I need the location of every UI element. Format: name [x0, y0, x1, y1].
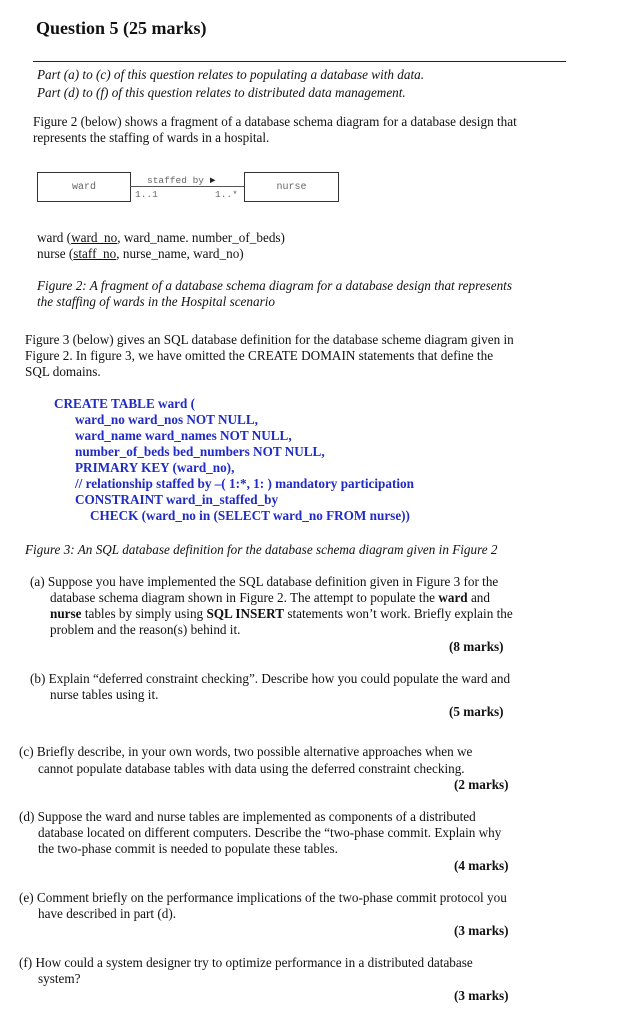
intro-line-2: Part (d) to (f) of this question relates to distributed data management.: [37, 85, 406, 100]
fig3-desc-line-1: Figure 3 (below) gives an SQL database definition for the database scheme diagram given in: [25, 332, 514, 347]
relationship-line: [130, 186, 244, 187]
fig3-desc-line-3: SQL domains.: [25, 364, 101, 379]
title-divider: [33, 61, 566, 62]
qa-line-3-text: tables by simply using: [84, 606, 204, 621]
ward-attributes: , ward_name. number_of_beds): [117, 230, 285, 245]
qe-line-1: (e) Comment briefly on the performance implications of the two-phase commit protocol you: [19, 890, 507, 905]
qd-line-1: (d) Suppose the ward and nurse tables are implemented as components of a distributed: [19, 809, 476, 824]
relation-ward: [37, 230, 285, 246]
qe-marks: (3 marks): [454, 923, 509, 938]
entity-nurse: nurse: [244, 172, 339, 202]
ward-primary-key: ward_no: [71, 230, 118, 245]
nurse-primary-key: staff_no: [73, 246, 117, 261]
sql-line-8: CHECK (ward_no in (SELECT ward_no FROM nurse)): [90, 508, 410, 523]
qf-marks: (3 marks): [454, 988, 509, 1003]
qb-marks: (5 marks): [449, 704, 504, 719]
qf-line-1: (f) How could a system designer try to optimize performance in a distributed database: [19, 955, 473, 970]
qc-line-1: (c) Briefly describe, in your own words, two possible alternative approaches when we: [19, 744, 473, 759]
sql-line-3: ward_name ward_names NOT NULL,: [75, 428, 292, 443]
qa-line-2-text: database schema diagram shown in Figure 2. The attempt to populate the: [50, 590, 436, 605]
relationship-name: staffed by: [147, 175, 205, 186]
fig2-desc-line-1: Figure 2 (below) shows a fragment of a database schema diagram for a database design that: [33, 114, 517, 129]
entity-ward: ward: [37, 172, 131, 202]
qb-line-2: nurse tables using it.: [50, 687, 159, 702]
qa-nurse-bold: nurse: [50, 606, 82, 621]
qa-line-3-tail: statements won’t work. Briefly explain the: [287, 606, 513, 621]
qf-line-2: system?: [38, 971, 81, 986]
qa-line-4: problem and the reason(s) behind it.: [50, 622, 241, 637]
relation-nurse: [37, 246, 244, 262]
qd-line-2: database located on different computers. Describe the “two-phase commit. Explain why: [38, 825, 502, 840]
sql-line-2: ward_no ward_nos NOT NULL,: [75, 412, 258, 427]
sql-line-1: CREATE TABLE ward (: [54, 396, 196, 411]
sql-line-7: CONSTRAINT ward_in_staffed_by: [75, 492, 279, 507]
ward-prefix: ward (: [37, 230, 72, 245]
relationship-label: [147, 175, 215, 186]
qa-line-2-tail: and: [470, 590, 490, 605]
qa-line-1: (a) Suppose you have implemented the SQL database definition given in Figure 3 for the: [30, 574, 499, 589]
qa-line-2: [50, 590, 490, 606]
qa-line-3: [50, 606, 513, 622]
cardinality-left: 1..1: [135, 189, 158, 200]
qe-line-2: have described in part (d).: [38, 906, 177, 921]
qa-sql-insert-bold: SQL INSERT: [206, 606, 285, 621]
nurse-attributes: , nurse_name, ward_no): [116, 246, 244, 261]
intro-line-1: Part (a) to (c) of this question relates to populating a database with data.: [37, 67, 425, 82]
fig2-caption-line-1: Figure 2: A fragment of a database schema diagram for a database design that represents: [37, 278, 512, 293]
qa-marks: (8 marks): [449, 639, 504, 654]
qd-line-3: the two-phase commit is needed to populate these tables.: [38, 841, 338, 856]
sql-line-6: // relationship staffed by –( 1:*, 1: ) mandatory participation: [75, 476, 414, 491]
cardinality-right: 1..*: [215, 189, 238, 200]
qc-marks: (2 marks): [454, 777, 509, 792]
fig3-caption: Figure 3: An SQL database definition for the database schema diagram given in Figure 2: [25, 542, 498, 557]
sql-line-4: number_of_beds bed_numbers NOT NULL,: [75, 444, 325, 459]
qd-marks: (4 marks): [454, 858, 509, 873]
qa-ward-bold: ward: [438, 590, 468, 605]
question-title: Question 5 (25 marks): [36, 18, 207, 38]
fig2-desc-line-2: represents the staffing of wards in a hospital.: [33, 130, 270, 145]
sql-line-5: PRIMARY KEY (ward_no),: [75, 460, 235, 475]
fig2-caption-line-2: the staffing of wards in the Hospital scenario: [37, 294, 275, 309]
qc-line-2: cannot populate database tables with data using the deferred constraint checking.: [38, 761, 465, 776]
direction-arrow-icon: ►: [209, 175, 216, 186]
schema-diagram: [37, 172, 339, 204]
qb-line-1: (b) Explain “deferred constraint checking”. Describe how you could populate the ward and: [30, 671, 511, 686]
nurse-prefix: nurse (: [37, 246, 74, 261]
fig3-desc-line-2: Figure 2. In figure 3, we have omitted the CREATE DOMAIN statements that define the: [25, 348, 494, 363]
